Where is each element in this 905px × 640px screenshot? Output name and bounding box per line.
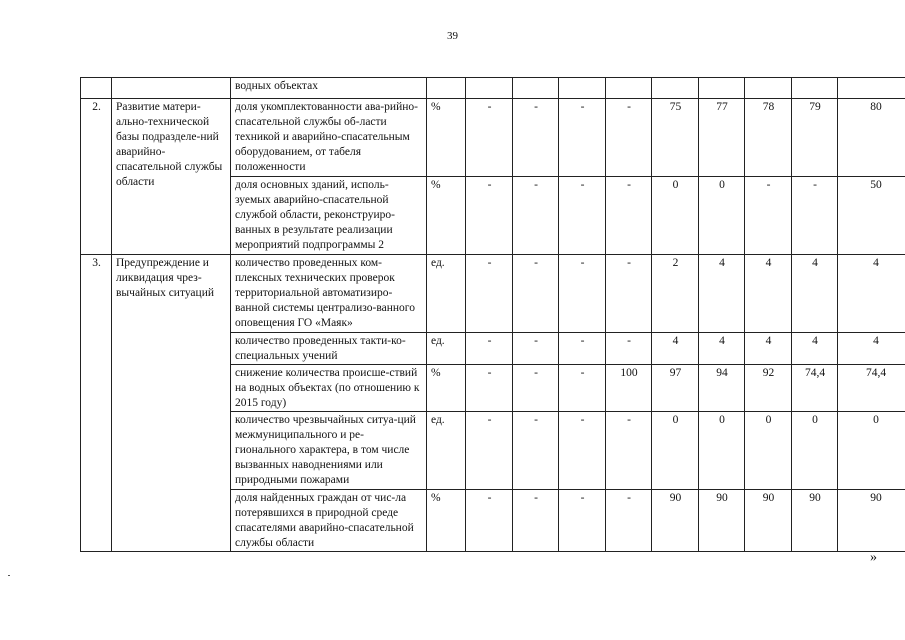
value-cell: 90 xyxy=(699,490,745,552)
value-cell: 0 xyxy=(792,412,838,490)
value-cell: - xyxy=(466,99,513,177)
table-row xyxy=(81,78,905,99)
value-cell: 0 xyxy=(838,412,905,490)
value-cell: 90 xyxy=(792,490,838,552)
value-cell: 90 xyxy=(745,490,792,552)
value-cell: 4 xyxy=(745,333,792,365)
indicator-cell: доля найденных граждан от чис-ла потерявшихся в природной среде спасателями аварийно-спасательной службы области xyxy=(231,490,427,552)
value-cell: 78 xyxy=(745,99,792,177)
value-cell: - xyxy=(559,490,606,552)
value-cell: 90 xyxy=(838,490,905,552)
value-cell: 100 xyxy=(606,365,652,412)
value-cell: 50 xyxy=(838,177,905,255)
value-cell: 2 xyxy=(652,255,699,333)
value-cell: - xyxy=(513,365,559,412)
indicator-cell: количество проведенных такти-ко-специальных учений xyxy=(231,333,427,365)
unit-cell: % xyxy=(427,365,466,412)
value-cell: 79 xyxy=(792,99,838,177)
unit-cell: % xyxy=(427,99,466,177)
value-cell: 0 xyxy=(652,412,699,490)
value-cell: - xyxy=(745,177,792,255)
scan-speck xyxy=(8,575,10,576)
value-cell: - xyxy=(606,490,652,552)
value-cell: - xyxy=(606,412,652,490)
value-cell: 4 xyxy=(838,255,905,333)
value-cell xyxy=(745,78,792,99)
value-cell: - xyxy=(513,333,559,365)
value-cell: - xyxy=(559,255,606,333)
value-cell xyxy=(792,78,838,99)
value-cell: - xyxy=(466,412,513,490)
value-cell: 77 xyxy=(699,99,745,177)
unit-cell: ед. xyxy=(427,333,466,365)
value-cell: 4 xyxy=(838,333,905,365)
value-cell: 80 xyxy=(838,99,905,177)
value-cell xyxy=(606,78,652,99)
value-cell: - xyxy=(466,333,513,365)
indicator-cell: водных объектах xyxy=(231,78,427,99)
value-cell: 0 xyxy=(745,412,792,490)
value-cell xyxy=(699,78,745,99)
value-cell xyxy=(466,78,513,99)
value-cell xyxy=(652,78,699,99)
indicator-cell: доля укомплектованности ава-рийно-спасательной службы об-ласти техникой и аварийно-спасательным оборудованием, от табеля положенности xyxy=(231,99,427,177)
value-cell: - xyxy=(606,99,652,177)
value-cell: 74,4 xyxy=(792,365,838,412)
value-cell: - xyxy=(466,255,513,333)
value-cell xyxy=(559,78,606,99)
unit-cell: ед. xyxy=(427,255,466,333)
value-cell: 4 xyxy=(699,255,745,333)
value-cell xyxy=(838,78,905,99)
unit-cell xyxy=(427,78,466,99)
subprogram-name-cell: Предупреждение и ликвидация чрез-вычайных ситуаций xyxy=(112,255,231,552)
value-cell: 0 xyxy=(652,177,699,255)
value-cell: - xyxy=(466,177,513,255)
indicator-cell: доля основных зданий, исполь-зуемых аварийно-спасательной службой области, реконструиро-ванных в результате реализации мероприятий подпрограммы 2 xyxy=(231,177,427,255)
value-cell: 4 xyxy=(699,333,745,365)
value-cell: - xyxy=(513,99,559,177)
value-cell: 94 xyxy=(699,365,745,412)
value-cell: - xyxy=(606,333,652,365)
row-number-cell: 3. xyxy=(81,255,112,552)
subprogram-name-cell: Развитие матери-ально-технической базы подразделе-ний аварийно-спасательной службы области xyxy=(112,99,231,255)
row-number-cell xyxy=(81,78,112,99)
indicators-table xyxy=(80,77,905,552)
value-cell: - xyxy=(513,177,559,255)
value-cell: 4 xyxy=(652,333,699,365)
indicator-cell: количество проведенных ком-плексных технических проверок территориальной автоматизиро-ванной системы централизо-ванного оповещения ГО «Маяк» xyxy=(231,255,427,333)
value-cell: - xyxy=(559,333,606,365)
value-cell: 97 xyxy=(652,365,699,412)
value-cell: - xyxy=(606,177,652,255)
row-number-cell: 2. xyxy=(81,99,112,255)
value-cell: - xyxy=(559,365,606,412)
value-cell: - xyxy=(559,99,606,177)
subprogram-name-cell xyxy=(112,78,231,99)
value-cell: - xyxy=(606,255,652,333)
value-cell: 4 xyxy=(792,255,838,333)
value-cell: - xyxy=(513,255,559,333)
value-cell: - xyxy=(513,412,559,490)
indicator-cell: количество чрезвычайных ситуа-ций межмуниципального и ре-гионального характера, в том числе вызванных наводнениями или природными пожарами xyxy=(231,412,427,490)
unit-cell: % xyxy=(427,177,466,255)
value-cell: - xyxy=(559,177,606,255)
value-cell xyxy=(513,78,559,99)
unit-cell: % xyxy=(427,490,466,552)
value-cell: 92 xyxy=(745,365,792,412)
page-number: 39 xyxy=(447,30,458,42)
value-cell: 74,4 xyxy=(838,365,905,412)
value-cell: 4 xyxy=(745,255,792,333)
continuation-mark: » xyxy=(870,550,877,565)
indicator-cell: снижение количества происше-ствий на водных объектах (по отношению к 2015 году) xyxy=(231,365,427,412)
value-cell: - xyxy=(513,490,559,552)
unit-cell: ед. xyxy=(427,412,466,490)
value-cell: 90 xyxy=(652,490,699,552)
table-row xyxy=(81,255,905,333)
value-cell: - xyxy=(466,365,513,412)
value-cell: - xyxy=(792,177,838,255)
value-cell: - xyxy=(559,412,606,490)
table-row xyxy=(81,99,905,177)
value-cell: - xyxy=(466,490,513,552)
value-cell: 75 xyxy=(652,99,699,177)
value-cell: 0 xyxy=(699,412,745,490)
value-cell: 0 xyxy=(699,177,745,255)
value-cell: 4 xyxy=(792,333,838,365)
